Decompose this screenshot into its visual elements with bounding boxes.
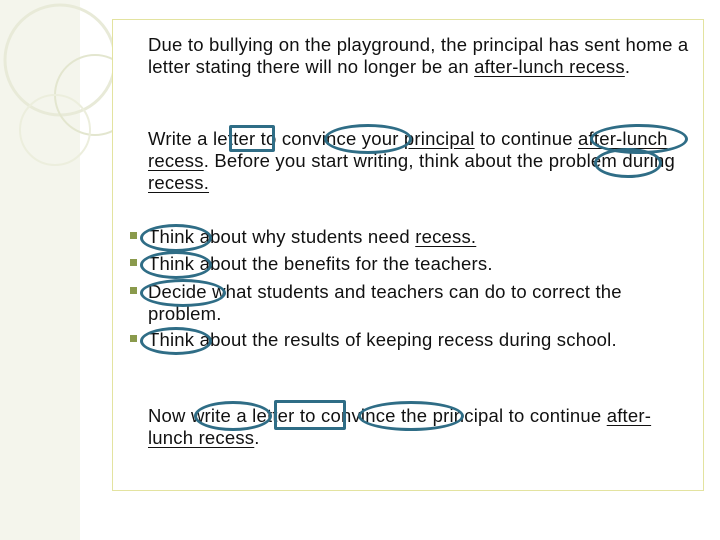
highlight-oval-convince-2 <box>358 401 464 431</box>
highlight-box-letter-2 <box>274 400 346 430</box>
bullet-text: Decide what students and teachers can do to correct the problem. <box>148 281 622 324</box>
closing-underlined-recess: after-lunch recess <box>148 405 652 448</box>
bullet-marker <box>130 259 137 266</box>
bullet-text: Think about the results of keeping recess during school. <box>148 329 617 350</box>
highlight-oval-convince <box>324 124 412 154</box>
bullet-item <box>148 253 696 275</box>
bullet-text: Think about why students need <box>148 226 416 247</box>
intro-underlined-term: after-lunch recess <box>474 56 625 77</box>
intro-text: Due to bullying on the playground, the principal has sent home a letter stating there will no longer be an <box>148 34 689 77</box>
bullet-underlined: recess. <box>415 226 477 247</box>
bullet-marker <box>130 287 137 294</box>
bullet-marker <box>130 232 137 239</box>
prompt-underlined-principal: principal <box>403 128 475 149</box>
highlight-oval-write <box>194 401 272 431</box>
bullet-item <box>148 329 696 351</box>
prompt-underlined-recess: after-lunch recess <box>148 128 668 171</box>
highlight-oval-think <box>594 148 662 178</box>
intro-period: . <box>624 56 631 77</box>
highlight-box-letter <box>229 125 275 152</box>
highlight-oval-think-1 <box>140 224 212 252</box>
bullet-text: Think about the benefits for the teachers. <box>148 253 493 274</box>
bullet-marker <box>130 335 137 342</box>
highlight-oval-think-2 <box>140 251 212 279</box>
intro-paragraph <box>148 34 696 78</box>
highlight-oval-think-3 <box>140 327 212 355</box>
prompt-text-a: Write a letter to convince your <box>148 128 404 149</box>
closing-period: . <box>254 427 260 448</box>
prompt-text-e: . Before you start writing, think about the problem during <box>203 150 675 171</box>
prompt-text-c: to continue <box>474 128 579 149</box>
closing-text: Now write a letter to convince the principal to continue <box>148 405 607 426</box>
bullet-item <box>148 281 696 325</box>
bullet-item <box>148 226 696 248</box>
prompt-underlined-recess-2: recess. <box>148 172 210 193</box>
highlight-oval-decide <box>140 279 226 307</box>
